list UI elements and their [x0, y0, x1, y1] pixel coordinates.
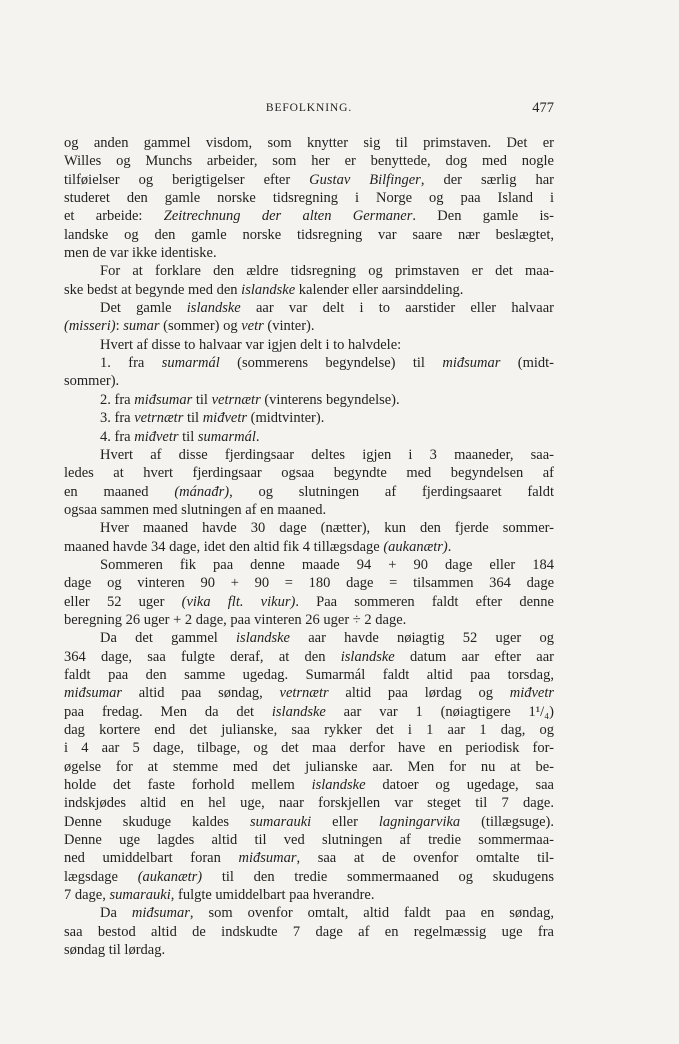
text-line [64, 941, 554, 959]
emphasis-text: (mánađr) [174, 483, 230, 500]
text-line [64, 134, 554, 152]
emphasis-text: vetrnætr [211, 391, 261, 408]
text-line [64, 648, 554, 666]
line-text: Hvert af disse to halvaar var igjen delt i to halvdele: [100, 336, 402, 353]
line-text: en maaned (mánađr), og slutningen af fjerdingsaaret faldt [64, 483, 554, 500]
line-text: Willes og Munchs arbeider, som her er benyttede, dog med nogle [64, 153, 554, 170]
text-line [64, 207, 554, 225]
text-line [64, 868, 554, 886]
line-text: sommer). [64, 373, 120, 390]
text-line [64, 519, 554, 537]
emphasis-text: vetr [241, 318, 264, 335]
text-line [64, 317, 554, 335]
emphasis-text: sumarauki [249, 813, 312, 830]
line-text: lægsdage (aukanætr) til den tredie sommermaaned og skudugens [64, 868, 554, 885]
line-text: 7 dage, sumarauki, fulgte umiddelbart paa hverandre. [64, 887, 375, 904]
emphasis-text: sumarmál [161, 355, 220, 372]
emphasis-text: Gustav Bilfinger [309, 171, 421, 188]
text-line [64, 776, 554, 794]
text-line [64, 813, 554, 831]
list-item-3 [64, 409, 554, 427]
line-text: 3. fra vetrnætr til miđvetr (midtvinter). [100, 410, 325, 427]
line-text: ned umiddelbart foran miđsumar, saa at de ovenfor omtalte til- [64, 850, 554, 867]
emphasis-text: sumarauki [109, 887, 171, 904]
line-text: tilføielser og berigtigelser efter Gustav Bilfinger, der særlig har [64, 171, 554, 188]
line-text: et arbeide: Zeitrechnung der alten Germaner. Den gamle is- [64, 208, 554, 225]
line-text: Denne uge lagdes altid til ved slutningen af tredie sommermaa- [64, 832, 554, 849]
emphasis-text: vetrnætr [279, 685, 329, 702]
emphasis-text: islandske [241, 281, 296, 298]
emphasis-text: vetrnætr [134, 410, 184, 427]
line-text: ledes at hvert fjerdingsaar ogsaa begyndte med begyndelsen af [64, 465, 554, 482]
line-text: 2. fra miđsumar til vetrnætr (vinterens begyndelse). [100, 391, 400, 408]
line-text: Hvert af disse fjerdingsaar deltes igjen i 3 maaneder, saa- [100, 446, 554, 463]
line-text: landske og den gamle norske tidsregning var saare nær beslægtet, [64, 226, 554, 243]
line-text: Denne skuduge kaldes sumarauki eller lagningarvika (tillægsuge). [64, 813, 555, 830]
line-text: paa fredag. Men da det islandske aar var 1 (nøiagtigere 1¹/₄) [64, 703, 554, 720]
text-line [64, 372, 554, 390]
line-text: men de var ikke identiske. [64, 245, 217, 262]
line-text: (misseri): sumar (sommer) og vetr (vinter). [64, 318, 315, 335]
emphasis-text: Zeitrechnung der alten Germaner [163, 208, 413, 225]
text-line [64, 483, 554, 501]
text-line [64, 171, 554, 189]
emphasis-text: (aukanætr) [383, 538, 448, 555]
line-text: eller 52 uger (vika flt. vikur). Paa sommeren faldt efter denne [64, 593, 554, 610]
text-line [64, 262, 554, 280]
emphasis-text: (misseri) [64, 318, 116, 335]
line-text: 364 dage, saa fulgte deraf, at den islandske datum aar efter aar [64, 648, 555, 665]
line-text: 4. fra miđvetr til sumarmál. [100, 428, 260, 445]
emphasis-text: (vika flt. vikur) [181, 593, 296, 610]
line-text: Da det gammel islandske aar havde nøiagtig 52 uger og [100, 630, 554, 647]
text-line [64, 464, 554, 482]
line-text: søndag til lørdag. [64, 942, 166, 959]
text-line [64, 556, 554, 574]
line-text: i 4 aar 5 dage, tilbage, og det maa derfor have en periodisk for- [64, 740, 554, 757]
text-line [64, 923, 554, 941]
emphasis-text: islandske [236, 630, 290, 647]
text-line [64, 189, 554, 207]
line-text: ogsaa sammen med slutningen af en maaned. [64, 501, 327, 518]
text-line [64, 684, 554, 702]
text-line [64, 611, 554, 629]
page-header [64, 100, 554, 120]
text-line [64, 152, 554, 170]
emphasis-text: miđsumar [131, 905, 190, 922]
emphasis-text: sumar [123, 318, 160, 335]
text-line [64, 849, 554, 867]
emphasis-text: miđsumar [442, 355, 501, 372]
line-text: ske bedst at begynde med den islandske kalender eller aarsinddeling. [64, 281, 464, 298]
text-line [64, 758, 554, 776]
running-title: BEFOLKNING. [265, 102, 353, 114]
line-text: For at forklare den ældre tidsregning og primstaven er det maa- [100, 263, 554, 280]
line-text: indskjødes altid en hel uge, naar forskjellen var steget til 7 dage. [64, 795, 554, 812]
emphasis-text: sumarmál [197, 428, 256, 445]
text-line [64, 574, 554, 592]
emphasis-text: lagningarvika [378, 813, 461, 830]
text-line [64, 739, 554, 757]
text-line [64, 593, 554, 611]
text-line [64, 501, 554, 519]
emphasis-text: islandske [311, 777, 366, 794]
line-text: dage og vinteren 90 + 90 = 180 dage = tilsammen 364 dage [64, 575, 554, 592]
text-line [64, 721, 554, 739]
line-text: studeret den gamle norske tidsregning i Norge og paa Island i [64, 190, 554, 207]
emphasis-text: miđsumar [134, 391, 193, 408]
line-text: Hver maaned havde 30 dage (nætter), kun den fjerde sommer- [100, 520, 554, 537]
line-text: maaned havde 34 dage, idet den altid fik 4 tillægsdage (aukanætr). [64, 538, 452, 555]
emphasis-text: miđvetr [134, 428, 179, 445]
line-text: saa bestod altid de indskudte 7 dage af en regelmæssig uge fra [64, 923, 554, 940]
line-text: beregning 26 uger + 2 dage, paa vinteren 26 uger ÷ 2 dage. [64, 611, 407, 628]
text-line [64, 703, 554, 721]
list-item-4 [64, 428, 554, 446]
line-text: Sommeren fik paa denne maade 94 + 90 dage eller 184 [100, 556, 554, 573]
text-line [64, 904, 554, 922]
emphasis-text: miđvetr [202, 410, 247, 427]
emphasis-text: islandske [186, 300, 241, 317]
text-line [64, 226, 554, 244]
text-line [64, 538, 554, 556]
line-text: holde det faste forhold mellem islandske datoer og ugedage, saa [64, 777, 554, 794]
page-number: 477 [532, 100, 554, 116]
text-line [64, 629, 554, 647]
text-line [64, 831, 554, 849]
emphasis-text: (aukanætr) [137, 868, 203, 885]
text-line [64, 299, 554, 317]
text-line [64, 794, 554, 812]
text-line [64, 244, 554, 262]
line-text: miđsumar altid paa søndag, vetrnætr altid paa lørdag og miđvetr [64, 685, 555, 702]
line-text: Det gamle islandske aar var delt i to aarstider eller halvaar [100, 300, 554, 317]
line-text: 1. fra sumarmál (sommerens begyndelse) til miđsumar (midt- [100, 355, 554, 372]
line-text: faldt paa den samme ugedag. Sumarmál faldt altid paa torsdag, [64, 666, 554, 683]
line-text: og anden gammel visdom, som knytter sig til primstaven. Det er [64, 135, 554, 151]
body-text [64, 134, 554, 959]
list-item-2 [64, 391, 554, 409]
emphasis-text: islandske [271, 703, 326, 720]
line-text: dag kortere end det julianske, saa rykker det i 1 aar 1 dag, og [64, 722, 554, 738]
text-line [64, 281, 554, 299]
emphasis-text: miđsumar [64, 685, 123, 702]
text-line [64, 446, 554, 464]
emphasis-text: islandske [340, 648, 395, 665]
emphasis-text: miđvetr [509, 685, 555, 702]
text-line [64, 666, 554, 684]
text-line [64, 336, 554, 354]
emphasis-text: miđsumar [238, 850, 297, 867]
line-text: Da miđsumar, som ovenfor omtalt, altid faldt paa en søndag, [100, 905, 554, 922]
text-line [64, 886, 554, 904]
list-item-1 [64, 354, 554, 372]
line-text: øgelse for at stemme med det julianske aar. Men for nu at be- [64, 758, 554, 775]
